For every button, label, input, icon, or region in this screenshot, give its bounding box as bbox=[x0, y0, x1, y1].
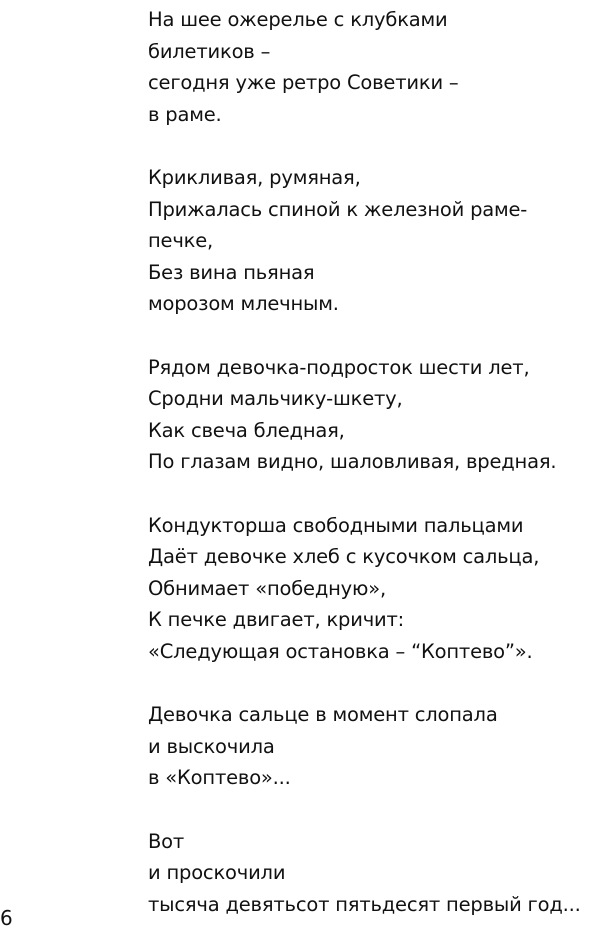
poem-line: Крикливая, румяная, bbox=[148, 166, 361, 189]
poem-line: и выскочила bbox=[148, 734, 275, 758]
stanza-6 bbox=[148, 826, 598, 921]
poem-line: билетиков – bbox=[148, 39, 271, 63]
poem-line: Рядом девочка-подросток шести лет, bbox=[148, 355, 530, 379]
poem-line: «Следующая остановка – “Коптево”». bbox=[148, 639, 533, 663]
poem-line: На шее ожерелье с клубками bbox=[148, 8, 448, 31]
poem-line: Обнимает «победную», bbox=[148, 576, 386, 600]
poem-line: и проскочили bbox=[148, 861, 286, 884]
stanza-1 bbox=[148, 4, 598, 130]
poem-line: печке, bbox=[148, 229, 214, 252]
stanza-2 bbox=[148, 162, 598, 320]
poem-line: Девочка сальце в момент слопала bbox=[148, 703, 498, 726]
poem-line: Без вина пьяная bbox=[148, 260, 315, 284]
page-number: 6 bbox=[0, 906, 13, 930]
poem-line: в раме. bbox=[148, 102, 222, 126]
stanza-4 bbox=[148, 510, 598, 668]
poem-line: К печке двигает, кричит: bbox=[148, 608, 405, 631]
poem-line: сегодня уже ретро Советики – bbox=[148, 71, 459, 94]
poem-line: Прижалась спиной к железной раме- bbox=[148, 197, 528, 221]
stanza-3 bbox=[148, 352, 598, 478]
poem-line: тысяча девятьсот пятьдесят первый год... bbox=[148, 892, 581, 916]
poem-line: Сродни мальчику-шкету, bbox=[148, 387, 403, 410]
poem-line: Кондукторша свободными пальцами bbox=[148, 513, 524, 537]
poem-text bbox=[148, 4, 598, 952]
poem-line: Даёт девочке хлеб с кусочком сальца, bbox=[148, 545, 540, 568]
poem-line: Вот bbox=[148, 829, 185, 853]
poem-line: По глазам видно, шаловливая, вредная. bbox=[148, 450, 557, 473]
poem-line: в «Коптево»... bbox=[148, 766, 291, 789]
poem-line: Как свеча бледная, bbox=[148, 418, 345, 442]
poem-line: морозом млечным. bbox=[148, 292, 339, 315]
stanza-5 bbox=[148, 699, 598, 794]
